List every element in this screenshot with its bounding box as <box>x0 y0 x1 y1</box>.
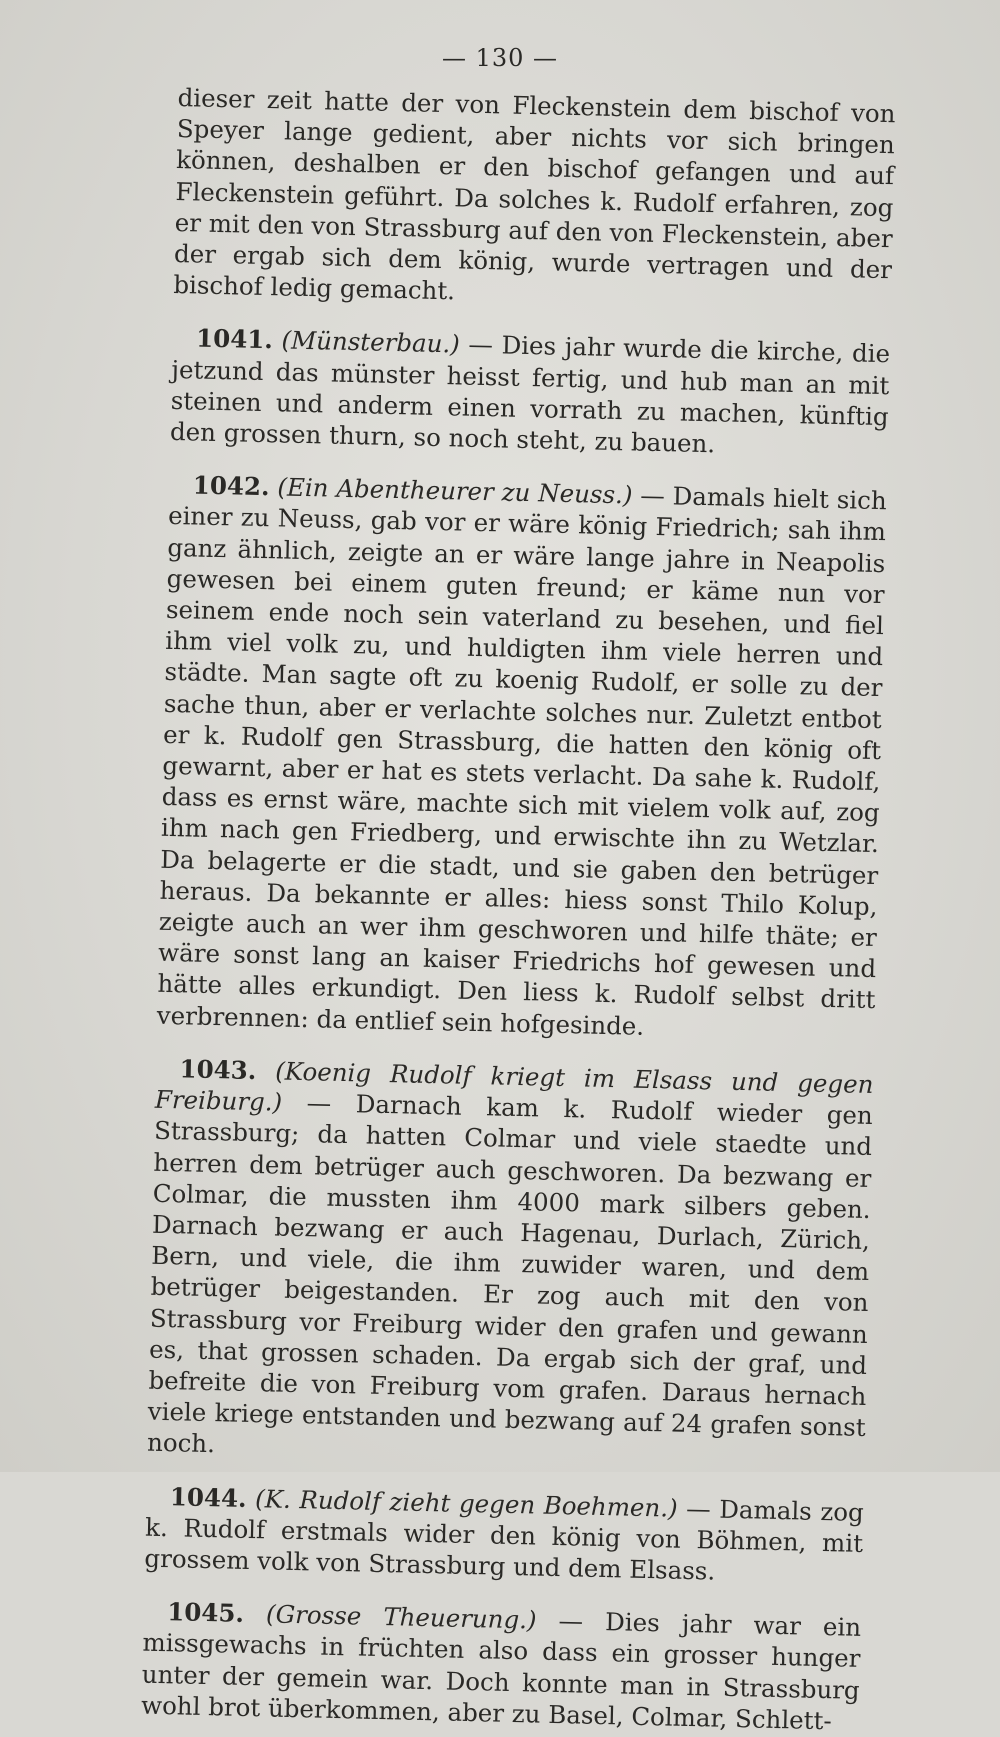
entry-title: (Ein Abentheurer zu Neuss.) <box>277 472 633 510</box>
entry-title: (Grosse Theuerung.) <box>265 1599 537 1635</box>
entry-text: — Damals zog k. Rudolf erstmals wider den könig von Böhmen, mit grossem volk von Strassburg und dem Elsass. <box>144 1493 865 1586</box>
entry-text: — Damals hielt sich einer zu Neuss, gab vor er wäre könig Friedrich; sah ihm ganz ähnlich, zeigte an er wäre lange jahre in Neapolis gewesen bei einem guten freund; er käme nun vor seinem ende noch sein vaterland zu besehen, und fiel ihm viel volk zu, und huldigten ihm viele herren und städte. Man sagte oft zu koenig Rudolf, er solle zu der sache thun, aber er verlachte solches nur. Zuletzt entbot er k. Rudolf gen Strassburg, die hatten den könig oft gewarnt, aber er hat es stets verlacht. Da sahe k. Rudolf, dass es ernst wäre, machte sich mit vielem volk auf, zog ihm nach gen Friedberg, und erwischte ihn zu Wetzlar. Da belagerte er die stadt, und sie gaben den betrüger heraus. Da bekannte er alles: hiess sonst Thilo Kolup, zeigte auch an wer ihm geschworen und hilfe thäte; er wäre sonst lang an kaiser Friedrichs hof gewesen und hätte alles erkundigt. Den liess k. Rudolf selbst dritt verbrennen: da entlief sein hofgesinde. <box>156 480 887 1041</box>
entry-number: 1042. <box>192 470 270 502</box>
entry-title: (K. Rudolf zieht gegen Boehmen.) <box>254 1483 678 1523</box>
entry-1044 <box>144 1480 864 1590</box>
entry-number: 1041. <box>195 323 274 355</box>
entry-text: — Dies jahr wurde die kirche, die jetzund das münster heisst fertig, und hub man an mit steinen und anderm einen vorrath zu machen, künftig den grossen thurn, so noch steht, zu bauen. <box>169 330 891 459</box>
body-text <box>141 82 896 1737</box>
entry-1045 <box>141 1596 862 1737</box>
entry-title: (Koenig Rudolf kriegt im Elsass und gegen Freiburg.) <box>154 1056 874 1117</box>
entry-number: 1044. <box>169 1481 247 1513</box>
entry-number: 1043. <box>179 1054 257 1085</box>
intro-paragraph: dieser zeit hatte der von Fleckenstein dem bischof von Speyer lange gedient, aber nichts vor sich bringen können, deshalben er den bischof gefangen und auf Fleckenstein geführt. Da solches k. Rudolf erfahren, zog er mit den von Strassburg auf den von Fleckenstein, aber der ergab sich dem könig, wurde vertragen und der bischof ledig gemacht. <box>173 82 896 306</box>
entry-text: — Dies jahr war ein missgewachs in früchten also dass ein grosser hunger unter der gemein war. Doch konnte man in Strassburg wohl brot überkommen, aber zu Basel, Colmar, Schlett- <box>140 1606 862 1735</box>
entry-1043 <box>147 1053 874 1475</box>
entry-1041 <box>170 322 891 463</box>
entry-number: 1045. <box>166 1597 245 1629</box>
entry-title: (Münsterbau.) <box>281 325 461 359</box>
entry-1042 <box>156 469 887 1047</box>
page-number: — 130 — <box>441 44 559 72</box>
entry-text: — Darnach kam k. Rudolf wieder gen Strassburg; da hatten Colmar und viele staedte und herren dem betrüger auch geschworen. Da bezwang er Colmar, die mussten ihm 4000 mark silbers geben. Darnach bezwang er auch Hagenau, Durlach, Zürich, Bern, und viele, die ihm zuwider waren, und dem betrüger beigestanden. Er zog auch mit den von Strassburg vor Freiburg wider den grafen und gewann es, that grossen schaden. Da ergab sich der graf, und befreite die von Freiburg vom grafen. Daraus hernach viele kriege entstanden und bezwang auf 24 grafen sonst noch. <box>146 1088 874 1459</box>
